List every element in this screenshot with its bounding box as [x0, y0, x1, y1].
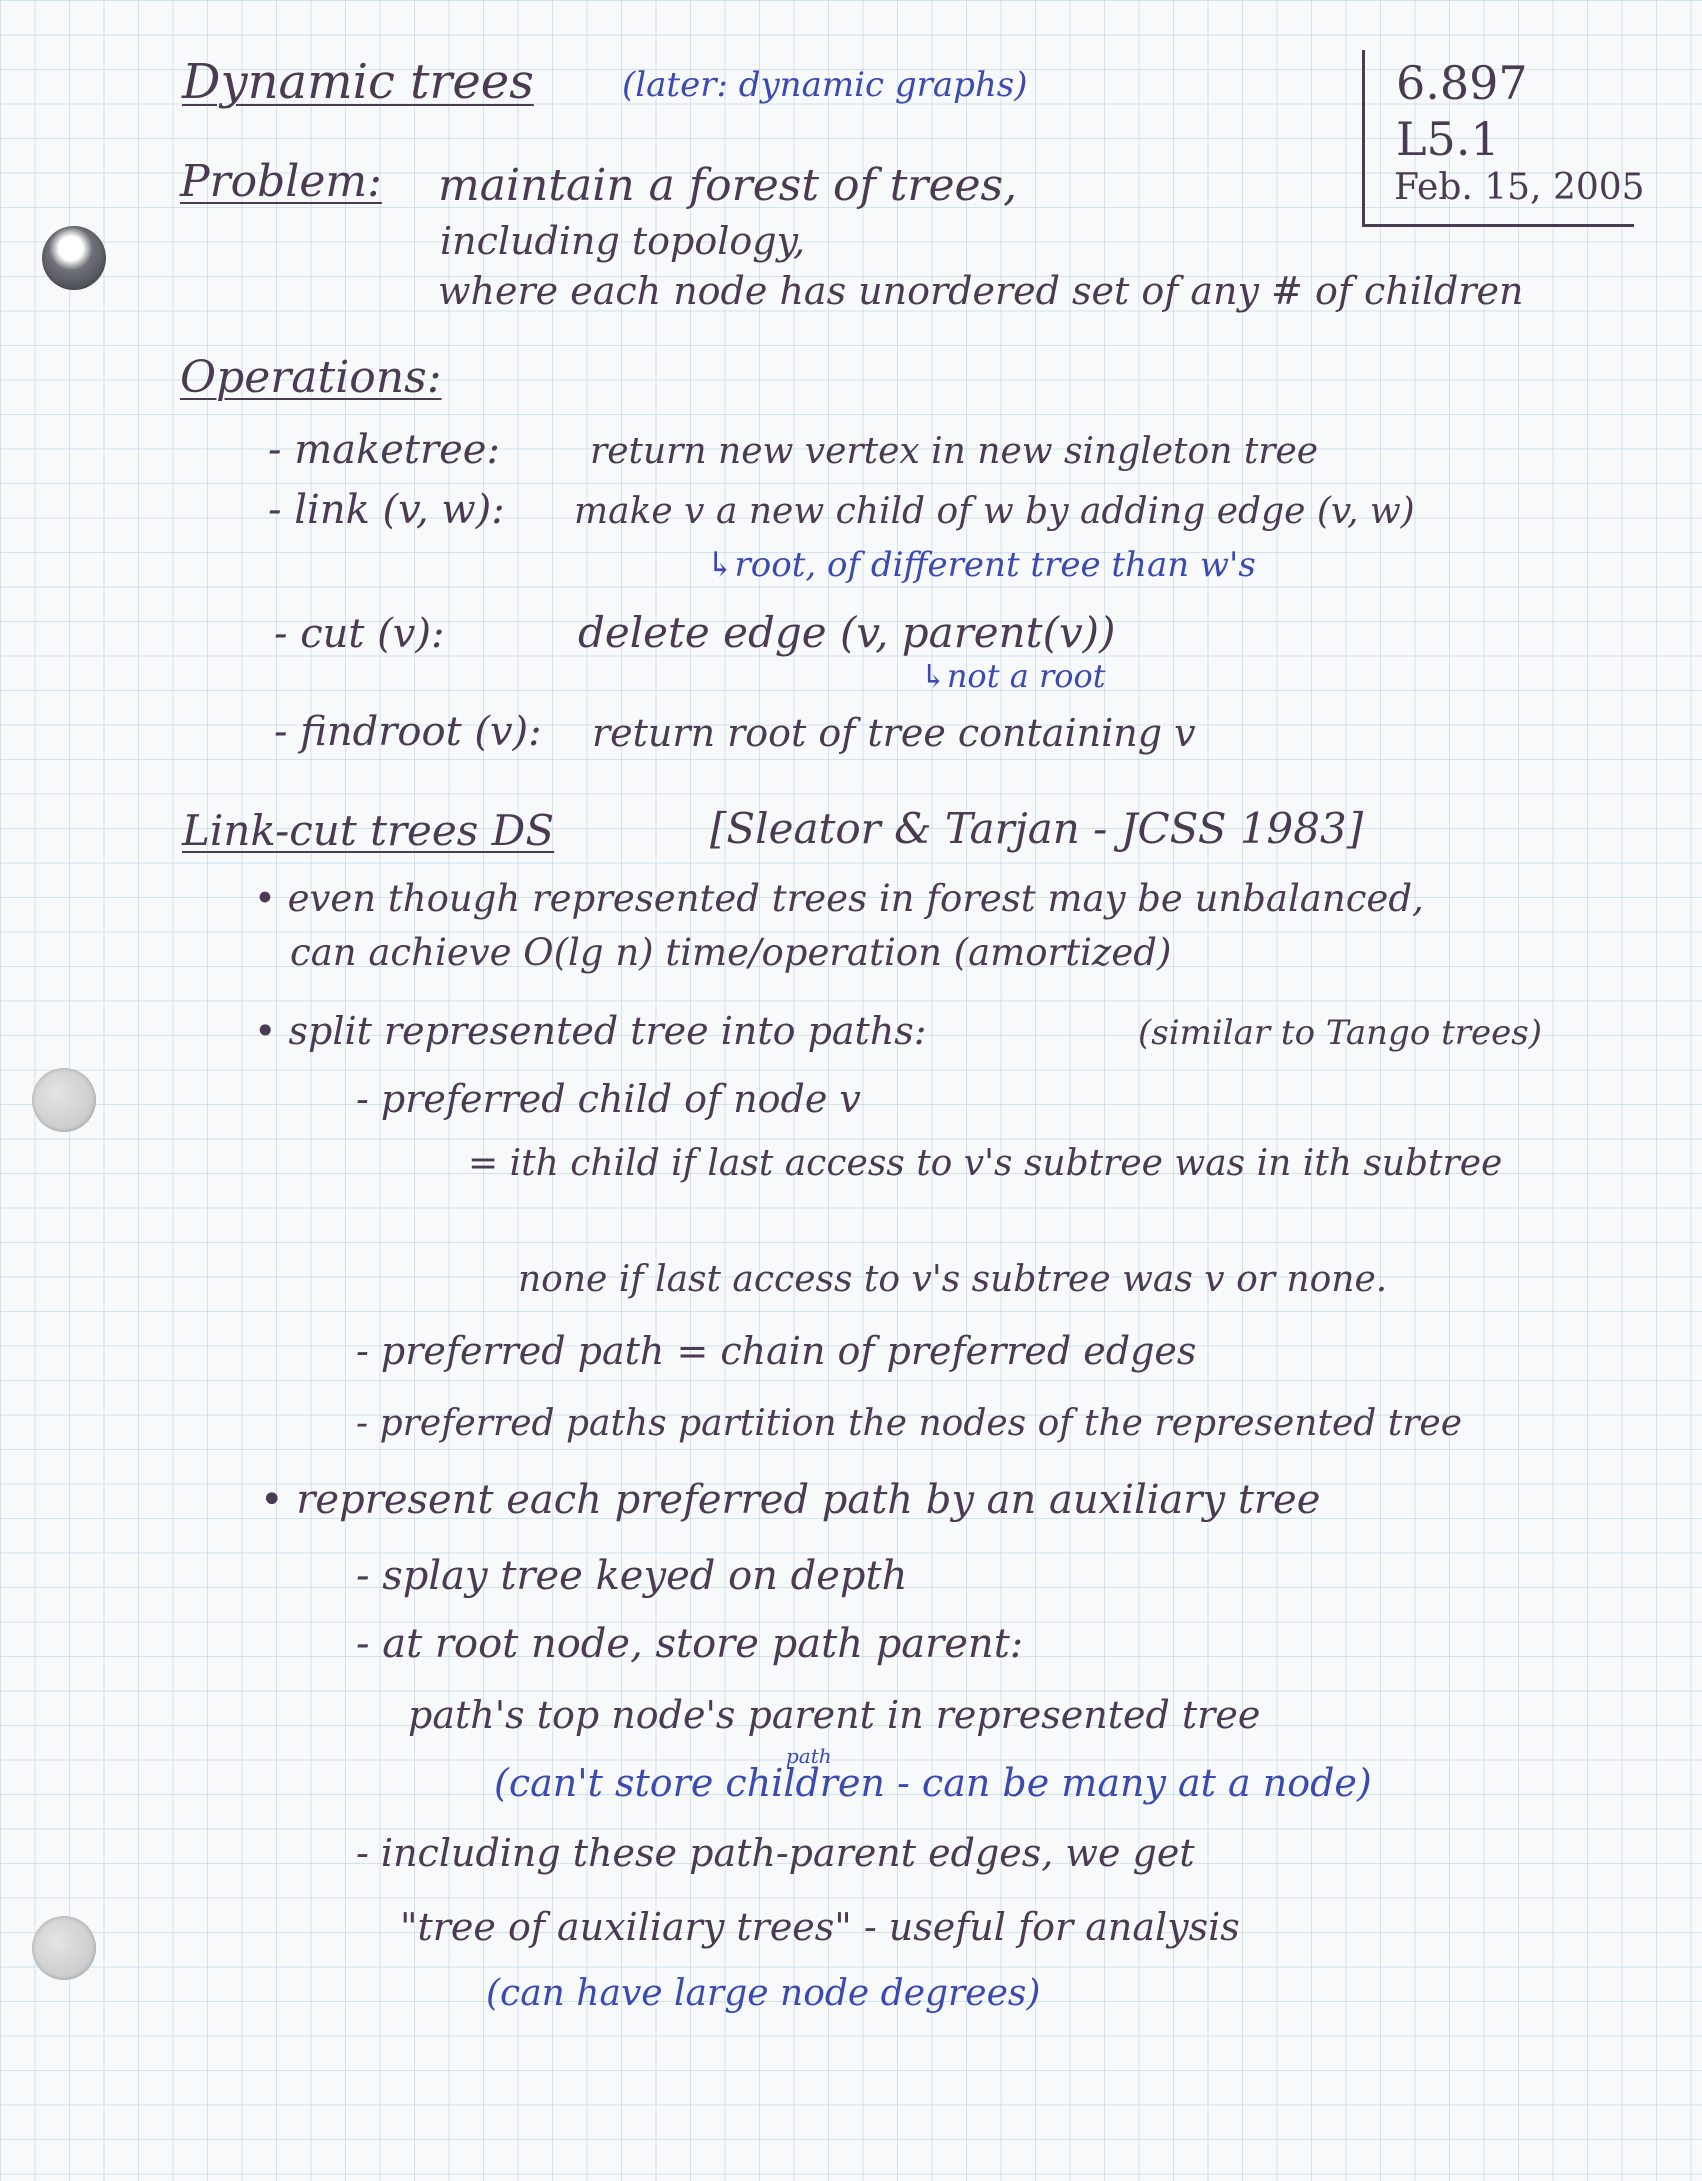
problem-line-3: where each node has unordered set of any # of children [438, 269, 1524, 313]
cut-note: not a root [946, 657, 1106, 695]
arrow-icon: ↳ [920, 657, 947, 695]
link-name: - link (v, w): [268, 487, 505, 533]
findroot-desc: return root of tree containing v [592, 711, 1196, 755]
problem-line-2: including topology, [440, 219, 806, 263]
cut-note-arrow [920, 657, 1106, 695]
problem-line-1: maintain a forest of trees, [438, 160, 1018, 211]
lecture-number: L5.1 [1396, 112, 1500, 166]
cut-name: - cut (v): [274, 611, 445, 657]
cant-store-line: (can't store children - can be many at a node) [494, 1761, 1372, 1805]
bullet-1-line-2: can achieve O(lg n) time/operation (amortized) [290, 931, 1172, 974]
linkcut-heading: Link-cut trees DS [182, 806, 555, 855]
maketree-name: - maketree: [268, 427, 500, 473]
maketree-desc: return new vertex in new singleton tree [590, 431, 1319, 472]
lecture-date: Feb. 15, 2005 [1394, 167, 1645, 208]
header-box-left-border [1362, 50, 1365, 226]
preferred-child: - preferred child of node v [356, 1077, 861, 1121]
cut-desc: delete edge (v, parent(v)) [578, 608, 1116, 657]
large-degrees-line: (can have large node degrees) [486, 1973, 1041, 2014]
partition-line: - preferred paths partition the nodes of the represented tree [356, 1403, 1463, 1444]
linkcut-citation: [Sleator & Tarjan - JCSS 1983] [710, 804, 1364, 853]
link-note: root, of different tree than w's [734, 545, 1256, 585]
including-line: - including these path-parent edges, we get [356, 1831, 1195, 1875]
bullet-2: • split represented tree into paths: [254, 1009, 927, 1053]
bullet-1-line-1: • even though represented trees in forest may be unbalanced, [254, 877, 1424, 920]
splay-line: - splay tree keyed on depth [356, 1553, 908, 1599]
none-def: none if last access to v's subtree was v or none. [518, 1259, 1388, 1300]
page-title: Dynamic trees [182, 54, 534, 110]
cant-store-sup: path [786, 1744, 832, 1768]
course-number: 6.897 [1396, 56, 1528, 110]
title-note: (later: dynamic graphs) [622, 65, 1028, 105]
tree-of-aux-line: "tree of auxiliary trees" - useful for analysis [400, 1905, 1240, 1949]
arrow-icon: ↳ [706, 545, 735, 585]
problem-label: Problem: [180, 156, 382, 207]
findroot-name: - findroot (v): [274, 709, 542, 755]
root-store-line: - at root node, store path parent: [356, 1621, 1024, 1667]
punch-hole-bottom [32, 1916, 96, 1980]
ith-child-def: = ith child if last access to v's subtree was in ith subtree [468, 1143, 1503, 1184]
paths-top-line: path's top node's parent in represented tree [408, 1693, 1261, 1737]
link-desc: make v a new child of w by adding edge (v, w) [574, 491, 1415, 532]
punch-hole-middle [32, 1068, 96, 1132]
bullet-3: • represent each preferred path by an auxiliary tree [260, 1477, 1321, 1523]
punch-hole-top [42, 226, 106, 290]
bullet-2-note: (similar to Tango trees) [1138, 1013, 1542, 1053]
link-note-arrow [706, 545, 1256, 585]
header-box-bottom-border [1362, 224, 1634, 227]
preferred-path: - preferred path = chain of preferred edges [356, 1329, 1197, 1373]
operations-heading: Operations: [180, 352, 442, 403]
